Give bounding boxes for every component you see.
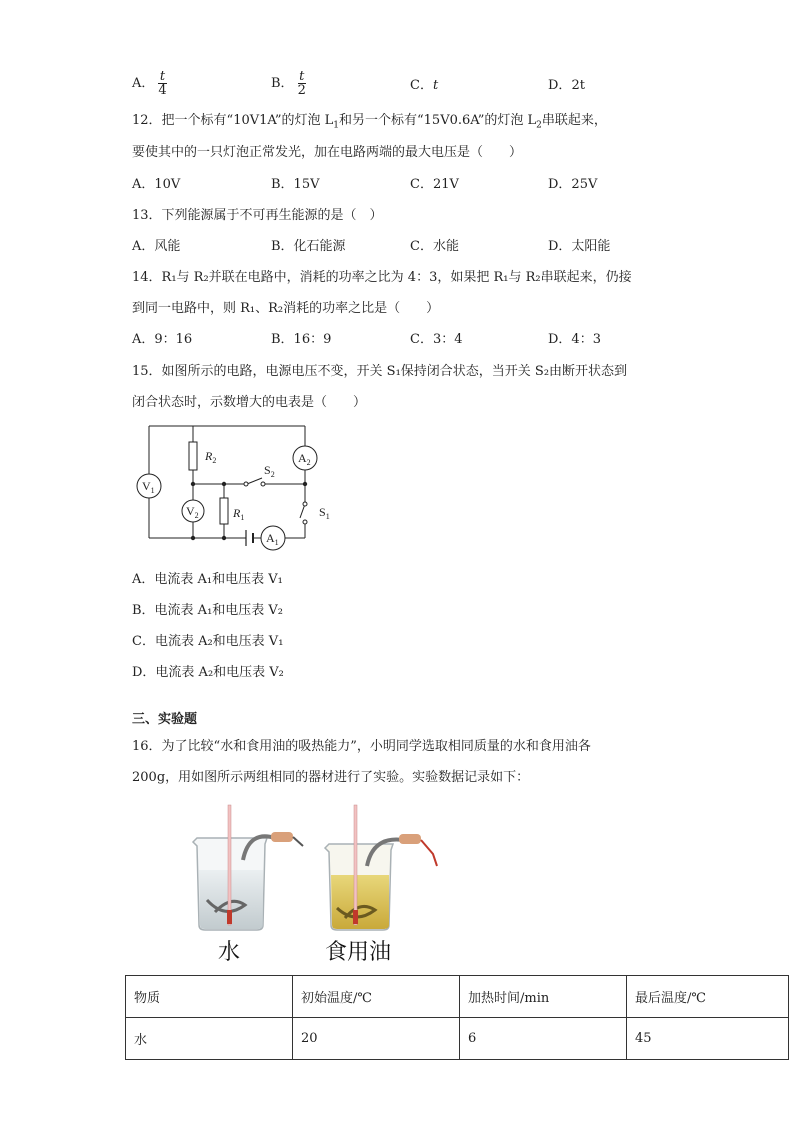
section-title: 三、实验题 (132, 712, 198, 727)
table-header-cell: 物质 (126, 976, 293, 1018)
table-header-cell: 加热时间/min (460, 976, 627, 1018)
table-cell: 6 (460, 1018, 627, 1060)
option-d: D．25V (548, 177, 598, 192)
table-row (126, 1018, 789, 1060)
option-c: C．水能 (410, 239, 459, 254)
option-a: A． $\frac{t}{4}$ (132, 69, 167, 98)
table-cell: 45 (627, 1018, 789, 1060)
option-d: D．2t (548, 78, 585, 93)
option-d: D．4：3 (548, 332, 601, 347)
option-c: C．t (410, 78, 439, 93)
resistor-r2-label: $R_2$ (205, 449, 217, 465)
table-header-cell: 初始温度/℃ (293, 976, 460, 1018)
option-a: A．9：16 (132, 332, 193, 347)
option-b: B．化石能源 (271, 239, 346, 254)
option-b: B．15V (271, 177, 320, 192)
option-b: B．电流表 A₁和电压表 V₂ (132, 603, 284, 618)
question-15-stem-2: 闭合状态时，示数增大的电表是（ ） (132, 395, 367, 410)
question-13-stem: 13．下列能源属于不可再生能源的是（ ） (132, 208, 383, 223)
option-c: C．3：4 (410, 332, 463, 347)
option-d: D．太阳能 (548, 239, 611, 254)
water-beaker (193, 805, 303, 930)
ammeter-a2-label: $A_2$ (298, 451, 311, 467)
oil-beaker (325, 805, 437, 930)
table-cell: 水 (126, 1018, 293, 1060)
option-a: A．10V (132, 177, 181, 192)
option-a: A．电流表 A₁和电压表 V₁ (132, 572, 283, 587)
resistor-r1-label: $R_1$ (233, 506, 245, 522)
option-a: A．风能 (132, 239, 181, 254)
question-15-stem: 15．如图所示的电路，电源电压不变，开关 S₁保持闭合状态，当开关 S₂由断开状态到 (132, 364, 628, 379)
option-b: B． $\frac{t}{2}$ (271, 69, 306, 98)
voltmeter-v1-label: $V_1$ (142, 479, 155, 495)
question-16-stem-2: 200g，用如图所示两组相同的器材进行了实验。实验数据记录如下： (132, 770, 530, 785)
switch-s1-label: $S_1$ (319, 505, 330, 521)
option-c: C．21V (410, 177, 459, 192)
table-header-row (126, 976, 789, 1018)
voltmeter-v2-label: $V_2$ (186, 504, 199, 520)
ammeter-a1-label: $A_1$ (266, 531, 279, 547)
question-12-stem-2: 要使其中的一只灯泡正常发光，加在电路两端的最大电压是（ ） (132, 145, 523, 160)
experiment-data-table (125, 975, 789, 1060)
question-12-stem: 12．把一个标有“10V1A”的灯泡 $L_1$和另一个标有“15V0.6A”的灯泡 $L_2$串联起来， (132, 113, 607, 131)
table-cell: 20 (293, 1018, 460, 1060)
question-16-stem: 16．为了比较“水和食用油的吸热能力”，小明同学选取相同质量的水和食用油各 (132, 739, 591, 754)
circuit-diagram (130, 418, 340, 553)
beakers-photo (185, 800, 450, 940)
option-b: B．16：9 (271, 332, 332, 347)
water-label: 水 (218, 940, 241, 965)
switch-s2-label: $S_2$ (264, 463, 275, 479)
option-c: C．电流表 A₂和电压表 V₁ (132, 634, 284, 649)
table-header-cell: 最后温度/℃ (627, 976, 789, 1018)
question-14-stem: 14．R₁与 R₂并联在电路中，消耗的功率之比为 4：3，如果把 R₁与 R₂串联起来，仍接 (132, 270, 632, 285)
question-14-stem-2: 到同一电路中，则 R₁、R₂消耗的功率之比是（ ） (132, 301, 440, 316)
oil-label: 食用油 (325, 940, 392, 965)
option-d: D．电流表 A₂和电压表 V₂ (132, 665, 284, 680)
